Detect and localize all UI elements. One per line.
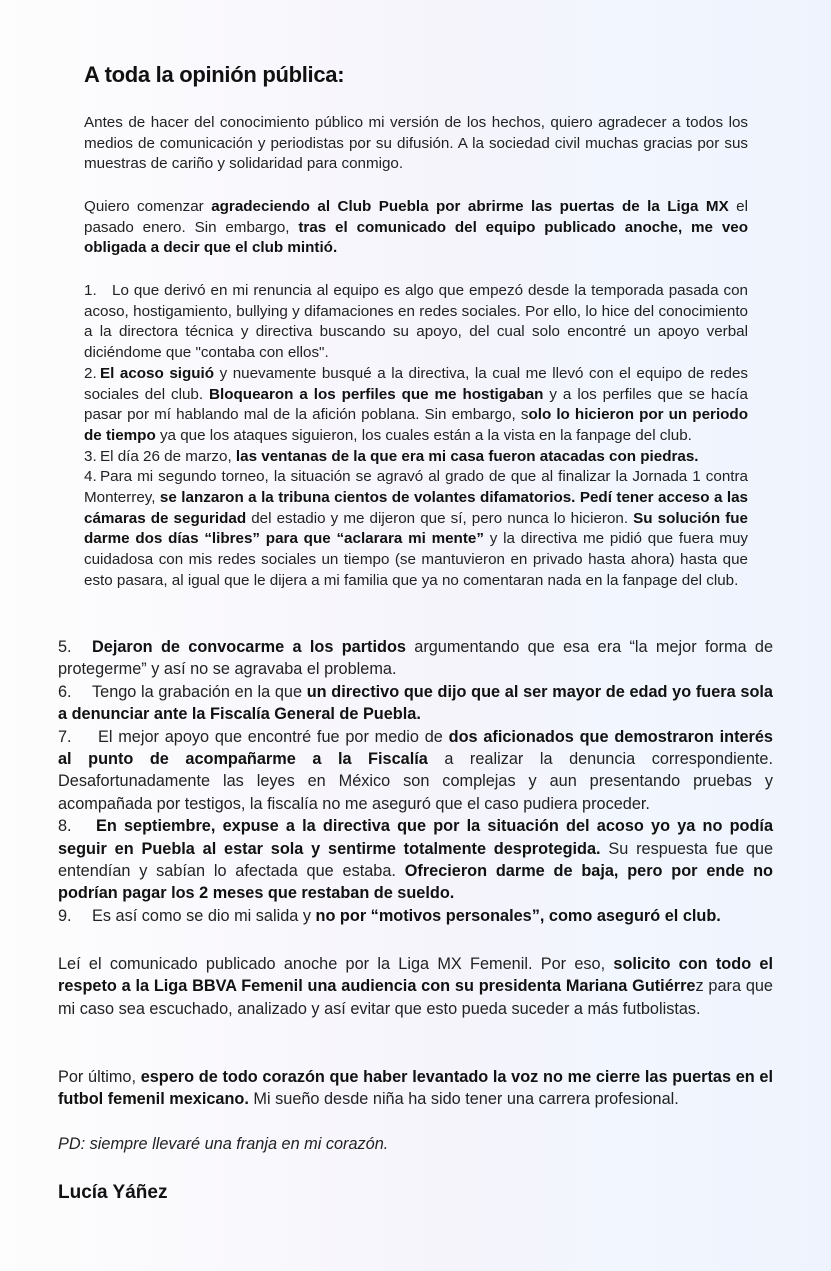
item-number: 8. bbox=[58, 817, 72, 836]
closing-paragraph-request bbox=[58, 953, 773, 1020]
text-run: argumentando que esa era “la mejor forma de protegerme” y así no se agravaba el problema. bbox=[58, 638, 773, 679]
text-run: Es así como se dio mi salida y bbox=[92, 906, 316, 925]
bold-run: se lanzaron a la tribuna cientos de volantes difamatorios. Pedí tener acceso a las cámaras de seguridad bbox=[84, 489, 748, 527]
item-number: 4. bbox=[84, 468, 97, 486]
text-run: del estadio y me dijeron que sí, pero nunca lo hicieron. bbox=[246, 509, 634, 527]
bold-run: solicito con todo el respeto a la Liga BBVA Femenil una audiencia con su presidenta Mariana Gutiérre bbox=[58, 955, 773, 996]
list-item-2 bbox=[84, 364, 748, 447]
item-number: 1. bbox=[84, 282, 97, 299]
item-number: 3. bbox=[84, 447, 97, 465]
text-run: Quiero comenzar bbox=[84, 198, 212, 215]
bold-run: dos aficionados que demostraron interés al punto de acompañarme a la Fiscalía bbox=[58, 727, 773, 769]
signature: Lucía Yáñez bbox=[58, 1182, 168, 1203]
bold-run: espero de todo corazón que haber levantado la voz no me cierre las puertas en el futbol femenil mexicano. bbox=[58, 1068, 773, 1109]
text-run: ya que los ataques siguieron, los cuales están a la vista en la fanpage del club. bbox=[155, 426, 692, 444]
text-run: y a los perfiles que se hacía pasar por mí hablando mal de la afición poblana. Sin embargo, s bbox=[84, 385, 748, 424]
item-number: 2. bbox=[84, 364, 97, 382]
list-item-7 bbox=[58, 726, 773, 816]
bold-run: Ofrecieron darme de baja, pero por ende no podrían pagar los 2 meses que restaban de sueldo. bbox=[58, 862, 774, 903]
intro-paragraph-club bbox=[84, 197, 748, 259]
bold-run: En septiembre bbox=[96, 817, 211, 836]
closing-request-text bbox=[58, 953, 773, 1020]
bold-run: olo lo hicieron por un periodo de tiempo bbox=[84, 406, 748, 444]
intro-paragraph-thanks bbox=[84, 113, 748, 175]
text-run: z para que mi caso sea escuchado, analizado y así evitar que esto pueda suceder a más futbolistas. bbox=[58, 977, 773, 1018]
bold-run: Su solución fue darme dos días “libres” para que “aclarara mi mente” bbox=[84, 509, 748, 548]
item-number: 9. bbox=[58, 906, 72, 925]
bold-run: El acoso siguió bbox=[100, 364, 215, 382]
text-run: El día 26 de marzo, bbox=[100, 447, 236, 465]
bold-run: agradeciendo al Club Puebla por abrirme las puertas de la Liga MX bbox=[211, 198, 729, 215]
bold-run: las ventanas de la que era mi casa fueron atacadas con piedras. bbox=[235, 447, 699, 465]
item-number: 5. bbox=[58, 638, 72, 656]
intro-text: Antes de hacer del conocimiento público mi versión de los hechos, quiero agradecer a todos los medios de comunicación y periodistas por su difusión. A la sociedad civil muchas gracias por sus muestras de cariño y solidaridad para conmigo. bbox=[84, 114, 748, 173]
list-items-1-4 bbox=[84, 281, 748, 592]
list-items-5-9 bbox=[58, 636, 773, 927]
item-number: 6. bbox=[58, 682, 72, 701]
bold-run: , expuse a la directiva que por la situación del acoso yo ya no podía seguir en Puebla al estar sola y sentirme totalmente desprotegida. bbox=[58, 817, 773, 858]
list-item-6 bbox=[58, 681, 773, 726]
bold-run: no por “motivos personales”, como aseguró el club. bbox=[315, 906, 721, 925]
text-run: Su respuesta fue que entendían y sabían lo afectada que estaba. bbox=[58, 839, 773, 881]
intro-club-text bbox=[84, 197, 748, 259]
list-item-8 bbox=[58, 815, 773, 905]
page-title: A toda la opinión pública: bbox=[84, 62, 345, 87]
list-item-3 bbox=[84, 447, 748, 468]
list-item-4 bbox=[84, 467, 748, 591]
text-run: Leí el comunicado publicado anoche por la Liga MX Femenil. Por eso, bbox=[58, 955, 614, 973]
bold-run: tras el comunicado del equipo publicado anoche, me veo obligada a decir que el club mintió. bbox=[84, 218, 748, 257]
text-run: Mi sueño desde niña ha sido tener una carrera profesional. bbox=[248, 1090, 679, 1109]
text-run: a realizar la denuncia correspondiente. Desafortunadamente las leyes en México son complejas y aun presentando pruebas y acompañada por testigos, la fiscalía no me aseguró que el caso pudiera proceder. bbox=[58, 750, 773, 813]
bold-run: Dejaron de convocarme a los partidos bbox=[92, 638, 406, 656]
text-run: Por último, bbox=[58, 1068, 141, 1086]
text-run: Tengo la grabación en la que bbox=[92, 682, 307, 701]
postscript-text: PD: siempre llevaré una franja en mi corazón. bbox=[58, 1135, 389, 1153]
closing-final-text bbox=[58, 1066, 773, 1111]
text-run: y la directiva me pidió que fuera muy cuidadosa con mis redes sociales un tiempo (se mantuvieron en privado hasta ahora) hasta que esto pasara, al igual que le dijera a mi familia que ya no comentaran nada en la fanpage del club. bbox=[84, 530, 748, 589]
text-run: El mejor apoyo que encontré fue por medio de bbox=[98, 727, 449, 746]
postscript bbox=[58, 1133, 773, 1155]
text-run: el pasado enero. Sin embargo, bbox=[84, 198, 748, 236]
text-run: Para mi segundo torneo, la situación se agravó al grado de que al finalizar la Jornada 1 contra Monterrey, bbox=[84, 468, 748, 507]
bold-run: un directivo que dijo que al ser mayor de edad yo fuera sola a denunciar ante la Fiscalía General de Puebla. bbox=[58, 682, 773, 724]
list-item-5 bbox=[58, 636, 773, 681]
closing-paragraph-final bbox=[58, 1066, 773, 1111]
list-item-1 bbox=[84, 281, 748, 364]
text-run: Lo que derivó en mi renuncia al equipo es algo que empezó desde la temporada pasada con acoso, hostigamiento, bullying y difamaciones en redes sociales. Por ello, lo hice del conocimiento a la directora técnica y directiva buscando su apoyo, del cual solo encontré un apoyo verbal diciéndome que "contaba con ellos". bbox=[84, 282, 748, 362]
item-number: 7. bbox=[58, 727, 72, 746]
list-item-9 bbox=[58, 905, 773, 927]
text-run: y nuevamente busqué a la directiva, la cual me llevó con el equipo de redes sociales del club. bbox=[84, 364, 748, 403]
bold-run: Bloquearon a los perfiles que me hostigaban bbox=[209, 385, 544, 403]
